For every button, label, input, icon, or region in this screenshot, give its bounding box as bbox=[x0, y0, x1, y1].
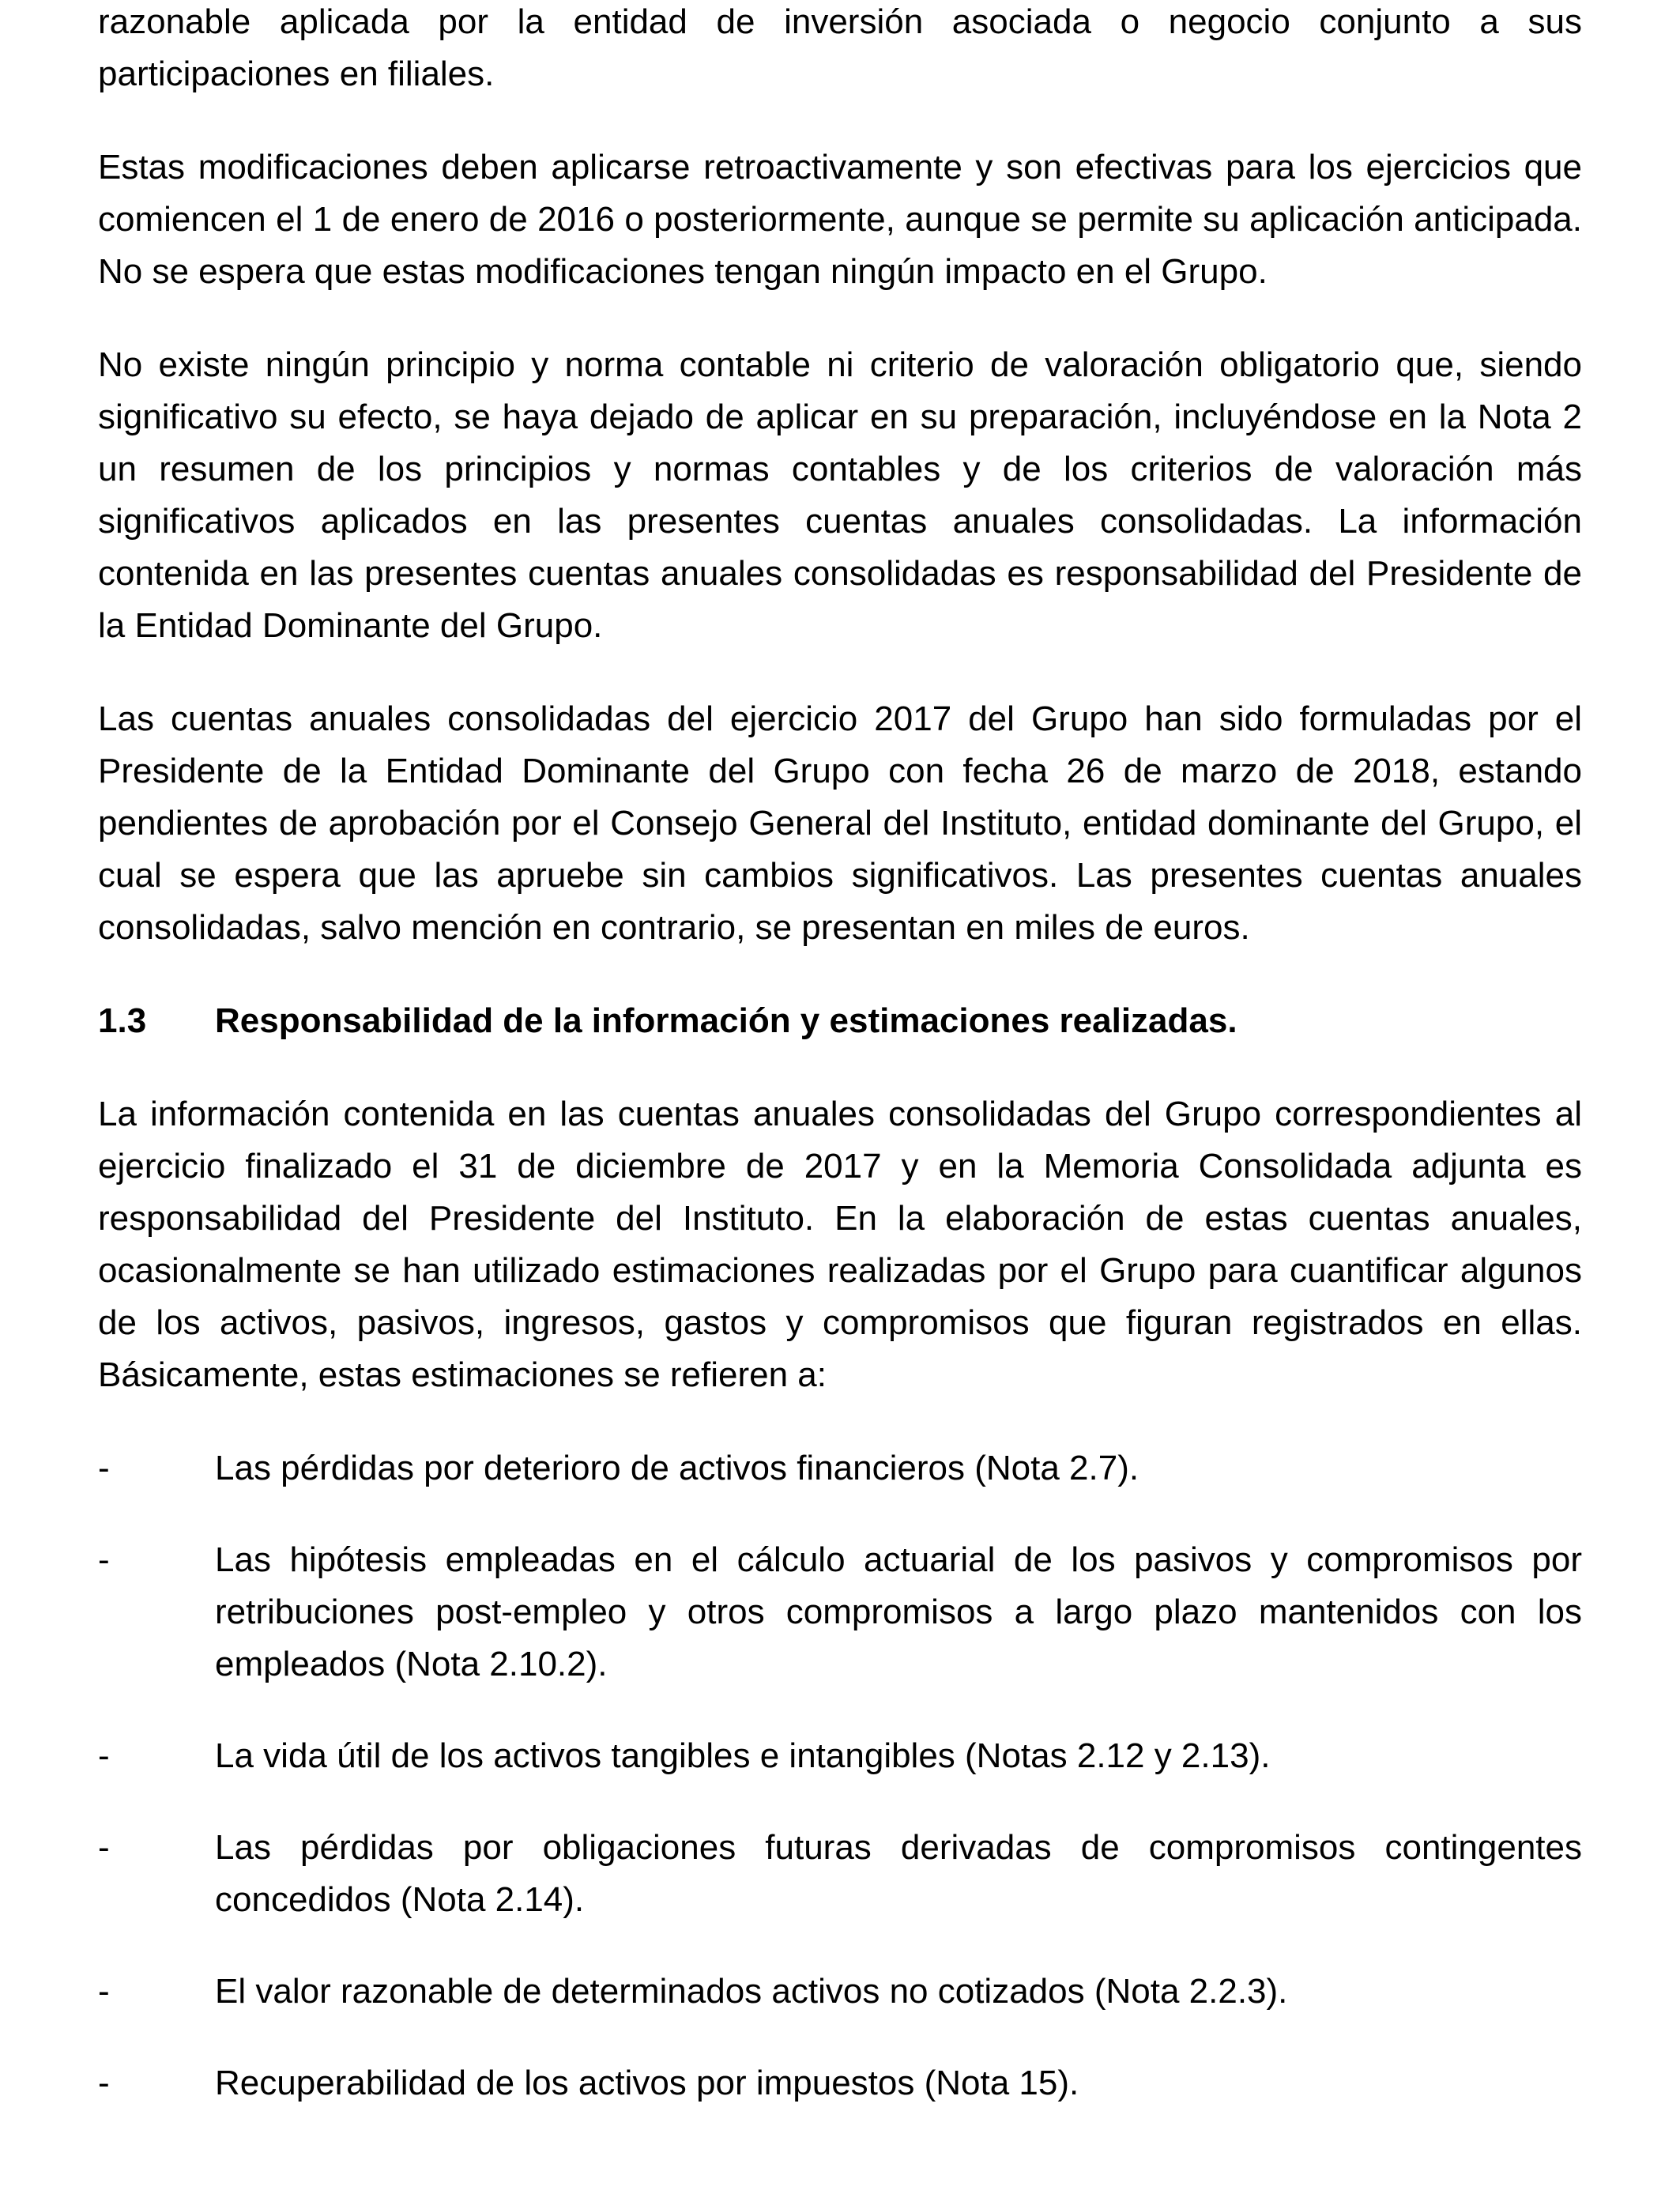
paragraph-accounting-principles: No existe ningún principio y norma contable ni criterio de valoración obligatorio que, siendo significativo su efecto, se haya dejado de aplicar en su preparación, incluyéndose en la Nota 2 un resumen de los principios y normas contables y de los criterios de valoración más significativos aplicados en las presentes cuentas anuales consolidadas. La información contenida en las presentes cuentas anuales consolidadas es responsabilidad del Presidente de la Entidad Dominante del Grupo. bbox=[98, 345, 1582, 645]
list-item bbox=[98, 1730, 1582, 1782]
list-item bbox=[98, 2057, 1582, 2109]
list-item bbox=[98, 1966, 1582, 2018]
section-number: 1.3 bbox=[98, 1001, 147, 1040]
section-heading bbox=[98, 995, 1582, 1047]
list-item-text: El valor razonable de determinados activos no cotizados (Nota 2.2.3). bbox=[215, 1972, 1288, 2011]
paragraph-retroactive-amendments: Estas modificaciones deben aplicarse retroactivamente y son efectivas para los ejercicios que comiencen el 1 de enero de 2016 o posteriormente, aunque se permite su aplicación anticipada. No se espera que estas modificaciones tengan ningún impacto en el Grupo. bbox=[98, 148, 1582, 291]
list-bullet: - bbox=[98, 1828, 110, 1867]
paragraph-fair-value-subsidiaries: razonable aplicada por la entidad de inversión asociada o negocio conjunto a sus participaciones en filiales. bbox=[98, 2, 1582, 93]
list-bullet: - bbox=[98, 2064, 110, 2102]
list-bullet: - bbox=[98, 1736, 110, 1775]
list-item bbox=[98, 1534, 1582, 1691]
estimates-list bbox=[98, 1442, 1582, 2109]
list-bullet: - bbox=[98, 1972, 110, 2011]
list-item-text: Las pérdidas por deterioro de activos financieros (Nota 2.7). bbox=[215, 1449, 1139, 1487]
list-item-text: Las pérdidas por obligaciones futuras derivadas de compromisos contingentes concedidos (Nota 2.14). bbox=[215, 1828, 1582, 1919]
list-item-text: La vida útil de los activos tangibles e intangibles (Notas 2.12 y 2.13). bbox=[215, 1736, 1271, 1775]
section-intro-paragraph: La información contenida en las cuentas anuales consolidadas del Grupo correspondientes al ejercicio finalizado el 31 de diciembre de 2017 y en la Memoria Consolidada adjunta es responsabilidad del Presidente del Instituto. En la elaboración de estas cuentas anuales, ocasionalmente se han utilizado estimaciones realizadas por el Grupo para cuantificar algunos de los activos, pasivos, ingresos, gastos y compromisos que figuran registrados en ellas. Básicamente, estas estimaciones se refieren a: bbox=[98, 1095, 1582, 1394]
document-page bbox=[98, 0, 1582, 2149]
list-item bbox=[98, 1822, 1582, 1926]
paragraph-approval-statement: Las cuentas anuales consolidadas del ejercicio 2017 del Grupo han sido formuladas por el Presidente de la Entidad Dominante del Grupo con fecha 26 de marzo de 2018, estando pendientes de aprobación por el Consejo General del Instituto, entidad dominante del Grupo, el cual se espera que las apruebe sin cambios significativos. Las presentes cuentas anuales consolidadas, salvo mención en contrario, se presentan en miles de euros. bbox=[98, 699, 1582, 947]
list-item-text: Las hipótesis empleadas en el cálculo actuarial de los pasivos y compromisos por retribuciones post-empleo y otros compromisos a largo plazo mantenidos con los empleados (Nota 2.10.2). bbox=[215, 1540, 1582, 1683]
list-bullet: - bbox=[98, 1540, 110, 1579]
list-bullet: - bbox=[98, 1449, 110, 1487]
section-title: Responsabilidad de la información y estimaciones realizadas. bbox=[215, 1001, 1237, 1040]
list-item bbox=[98, 1442, 1582, 1495]
list-item-text: Recuperabilidad de los activos por impuestos (Nota 15). bbox=[215, 2064, 1079, 2102]
